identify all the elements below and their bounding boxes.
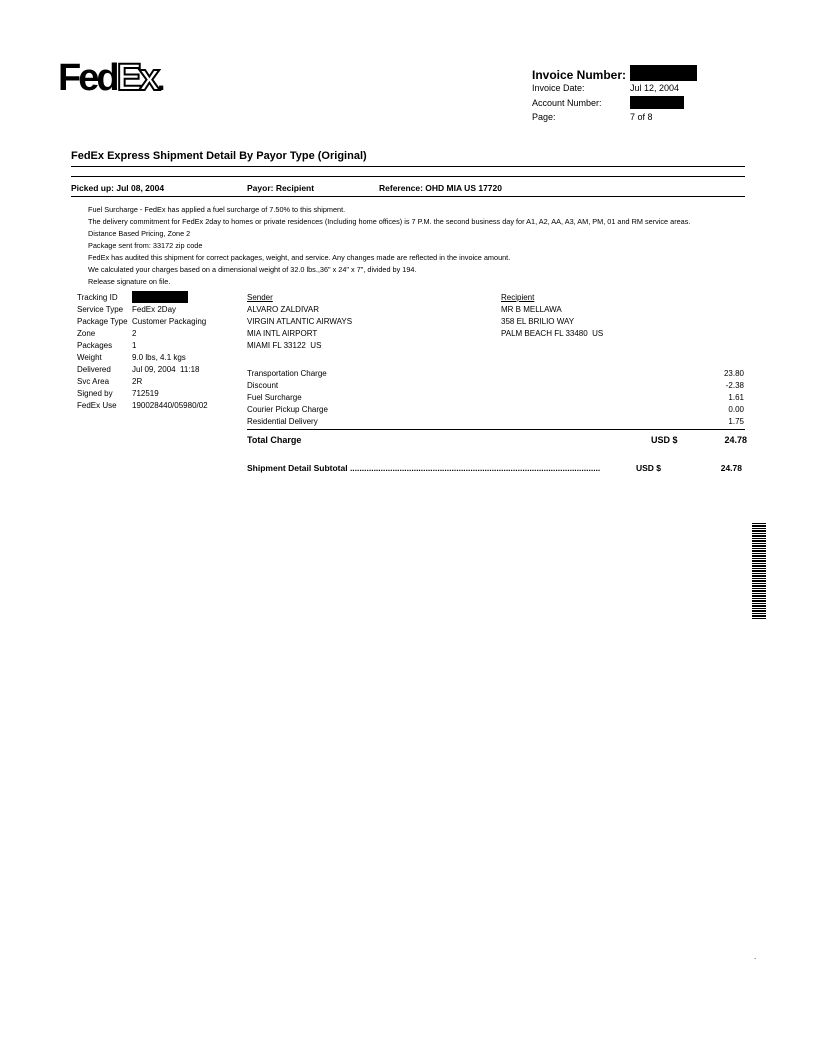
package-type-value: Customer Packaging — [132, 317, 207, 326]
note-line: Fuel Surcharge - FedEx has applied a fuel surcharge of 7.50% to this shipment. — [88, 205, 346, 214]
sender-line: ALVARO ZALDIVAR — [247, 305, 320, 314]
weight-value: 9.0 lbs, 4.1 kgs — [132, 353, 186, 362]
invoice-number-redaction — [630, 65, 697, 81]
invoice-date-value: Jul 12, 2004 — [630, 83, 680, 93]
sender-line: VIRGIN ATLANTIC AIRWAYS — [247, 317, 353, 326]
service-type-label: Service Type — [77, 305, 124, 314]
summary-top-rule — [71, 176, 745, 177]
charge-amount: 0.00 — [728, 405, 744, 414]
charge-amount: 23.80 — [723, 369, 744, 378]
total-charge-label: Total Charge — [247, 435, 302, 445]
note-line: FedEx has audited this shipment for correct packages, weight, and service. Any changes made are reflected in the invoice amount. — [88, 253, 511, 262]
reference: Reference: OHD MIA US 17720 — [379, 183, 502, 193]
note-line: We calculated your charges based on a dimensional weight of 32.0 lbs.,36" x 24" x 7", divided by 194. — [88, 265, 417, 274]
package-type-label: Package Type — [77, 317, 128, 326]
total-rule — [247, 429, 745, 430]
total-charge-amount: 24.78 — [724, 435, 747, 445]
charge-amount: 1.61 — [728, 393, 744, 402]
invoice-number-label: Invoice Number: — [532, 68, 627, 82]
charge-label: Discount — [247, 381, 279, 390]
signed-by-value: 712519 — [132, 389, 159, 398]
packages-label: Packages — [77, 341, 113, 350]
zone-value: 2 — [132, 329, 137, 338]
charge-label: Residential Delivery — [247, 417, 318, 426]
fedex-use-label: FedEx Use — [77, 401, 117, 410]
note-line: Release signature on file. — [88, 277, 171, 286]
note-line: Package sent from: 33172 zip code — [88, 241, 203, 250]
packages-value: 1 — [132, 341, 137, 350]
footer-mark: . — [754, 952, 757, 961]
charge-label: Courier Pickup Charge — [247, 405, 328, 414]
fedex-use-value: 190028440/05980/02 — [132, 401, 208, 410]
page-label: Page: — [532, 112, 556, 122]
charge-label: Fuel Surcharge — [247, 393, 302, 402]
subtotal-amount: 24.78 — [720, 463, 742, 473]
sender-line: MIAMI FL 33122 US — [247, 341, 322, 350]
signed-by-label: Signed by — [77, 389, 113, 398]
subtotal-currency: USD $ — [636, 463, 662, 473]
weight-label: Weight — [77, 353, 102, 362]
shipment-notes — [88, 204, 690, 288]
sender-line: MIA INTL AIRPORT — [247, 329, 318, 338]
note-line: The delivery commitment for FedEx 2day to homes or private residences (Including home offices) is 7 P.M. the second business day for A1, A2, AA, A3, AM, PM, 01 and RM service areas. — [88, 217, 691, 226]
payor: Payor: Recipient — [247, 183, 315, 193]
fedex-logo: FedEx. — [58, 57, 163, 99]
total-currency: USD $ — [651, 435, 678, 445]
zone-label: Zone — [77, 329, 96, 338]
recipient-heading: Recipient — [501, 293, 535, 302]
account-number-redaction — [630, 96, 684, 109]
service-type-value: FedEx 2Day — [132, 305, 177, 314]
charge-amount: 1.75 — [728, 417, 744, 426]
page-value: 7 of 8 — [630, 112, 653, 122]
title-rule — [71, 166, 745, 167]
tracking-id-redaction — [132, 291, 188, 303]
charge-label: Transportation Charge — [247, 369, 327, 378]
svc-area-label: Svc Area — [77, 377, 110, 386]
recipient-line: 358 EL BRILIO WAY — [501, 317, 575, 326]
recipient-line: MR B MELLAWA — [501, 305, 562, 314]
svc-area-value: 2R — [132, 377, 143, 386]
sender-heading: Sender — [247, 293, 273, 302]
delivered-value: Jul 09, 2004 11:18 — [132, 365, 200, 374]
summary-bottom-rule — [71, 196, 745, 197]
account-number-label: Account Number: — [532, 98, 602, 108]
barcode — [752, 523, 766, 620]
subtotal-label: Shipment Detail Subtotal .......................................................................................................... — [247, 463, 601, 473]
picked-up-date: Picked up: Jul 08, 2004 — [71, 183, 165, 193]
charge-amount: -2.38 — [725, 381, 744, 390]
tracking-id-label: Tracking ID — [77, 293, 118, 302]
delivered-label: Delivered — [77, 365, 111, 374]
recipient-line: PALM BEACH FL 33480 US — [501, 329, 604, 338]
page-title: FedEx Express Shipment Detail By Payor Type (Original) — [71, 150, 367, 162]
note-line: Distance Based Pricing, Zone 2 — [88, 229, 191, 238]
invoice-date-label: Invoice Date: — [532, 83, 585, 93]
